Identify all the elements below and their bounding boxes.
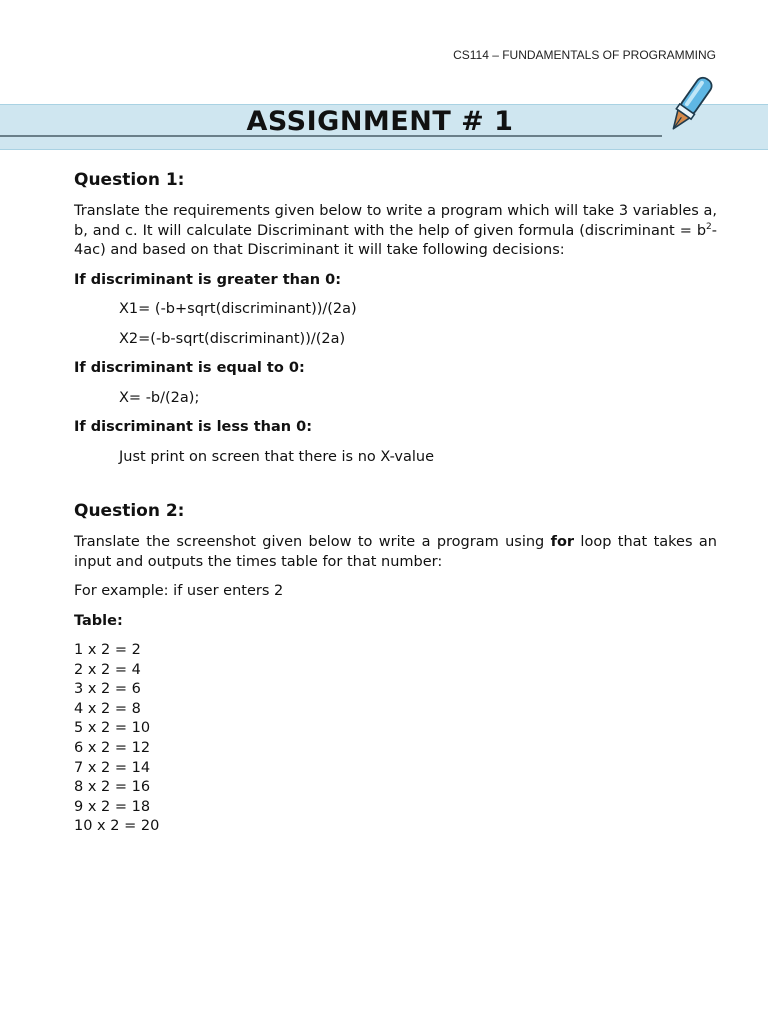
assignment-title: ASSIGNMENT # 1 (246, 106, 514, 137)
question-1-intro-text-continued: -4ac) and based on that Discriminant it will take following decisions: (74, 222, 717, 258)
table-row: 10 x 2 = 20 (74, 818, 160, 835)
table-row: 9 x 2 = 18 (74, 798, 151, 815)
table-row: 1 x 2 = 2 (74, 642, 141, 658)
formula-x2: X2=(-b-sqrt(discriminant))/(2a) (119, 330, 346, 347)
condition-equal: If discriminant is equal to 0: (74, 360, 305, 376)
question-2-intro (74, 533, 717, 572)
table-row: 5 x 2 = 10 (74, 720, 151, 737)
question-1-intro (74, 202, 717, 261)
table-row: 4 x 2 = 8 (74, 700, 141, 717)
table-row: 7 x 2 = 14 (74, 759, 151, 776)
assignment-content (74, 168, 717, 837)
condition-greater: If discriminant is greater than 0: (74, 271, 341, 288)
course-header: CS114 – FUNDAMENTALS OF PROGRAMMING (453, 48, 716, 62)
question-1-intro-text: Translate the requirements given below to write a program which will take 3 variables a, b, and c. It will calculate Discriminant with the help of given formula (discriminant = b (74, 203, 717, 239)
table-row: 2 x 2 = 4 (74, 661, 141, 678)
no-value-instruction: Just print on screen that there is no X-value (119, 448, 435, 465)
condition-less: If discriminant is less than 0: (74, 419, 312, 435)
for-keyword: for (550, 534, 575, 550)
formula-x: X= -b/(2a); (119, 389, 200, 406)
table-label: Table: (74, 612, 123, 629)
formula-x1: X1= (-b+sqrt(discriminant))/(2a) (119, 301, 357, 317)
table-row: 3 x 2 = 6 (74, 681, 141, 698)
table-row: 8 x 2 = 16 (74, 779, 151, 796)
exponent: 2 (706, 221, 712, 232)
pen-icon (662, 70, 718, 140)
table-row: 6 x 2 = 12 (74, 739, 151, 756)
question-2-title: Question 2: (74, 501, 185, 521)
section-spacer (74, 477, 717, 499)
question-2-intro-text-continued: loop that takes an input and outputs the times table for that number: (74, 534, 717, 570)
times-table (74, 641, 717, 837)
question-1-title: Question 1: (74, 170, 185, 190)
example-text: For example: if user enters 2 (74, 583, 284, 599)
question-2-intro-text: Translate the screenshot given below to write a program using (74, 534, 551, 550)
